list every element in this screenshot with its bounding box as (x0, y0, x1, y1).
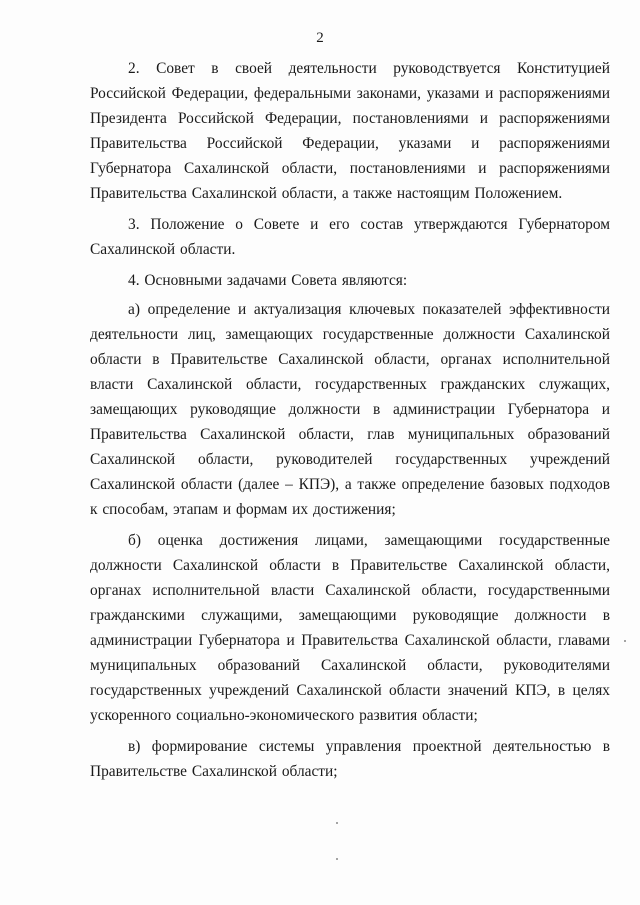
paragraph-4a: а) определение и актуализация ключевых показателей эффективности деятельности лиц, замещающих государственные должности Сахалинской области в Правительстве Сахалинской области, органах исполнительной власти Сахалинской области, государственных гражданских служащих, замещающих руководящие должности в администрации Губернатора и Правительства Сахалинской области, глав муниципальных образований Сахалинской области, руководителей государственных учреждений Сахалинской области (далее – КПЭ), а также определение базовых подходов к способам, этапам и формам их достижения; (90, 301, 610, 518)
scan-speck (624, 640, 626, 642)
paragraph-4: 4. Основными задачами Совета являются: (128, 272, 408, 289)
scan-speck (336, 858, 338, 860)
paragraph-4c: в) формирование системы управления проектной деятельностью в Правительстве Сахалинской области; (90, 738, 610, 780)
document-body (90, 56, 610, 790)
paragraph-3: 3. Положение о Совете и его состав утверждаются Губернатором Сахалинской области. (90, 216, 610, 258)
paragraph-2: 2. Совет в своей деятельности руководствуется Конституцией Российской Федерации, федеральными законами, указами и распоряжениями Президента Российской Федерации, постановлениями и распоряжениями Правительства Российской Федерации, указами и распоряжениями Губернатора Сахалинской области, постановлениями и распоряжениями Правительства Сахалинской области, а также настоящим Положением. (90, 60, 610, 202)
paragraph-4b: б) оценка достижения лицами, замещающими государственные должности Сахалинской области в Правительстве Сахалинской области, органах исполнительной власти Сахалинской области, государственными гражданскими служащими, замещающими руководящие должности в администрации Губернатора и Правительства Сахалинской области, главами муниципальных образований Сахалинской области, руководителями государственных учреждений Сахалинской области значений КПЭ, в целях ускоренного социально-экономического развития области; (90, 532, 610, 724)
scan-speck (336, 822, 338, 824)
page-number: 2 (316, 30, 324, 46)
